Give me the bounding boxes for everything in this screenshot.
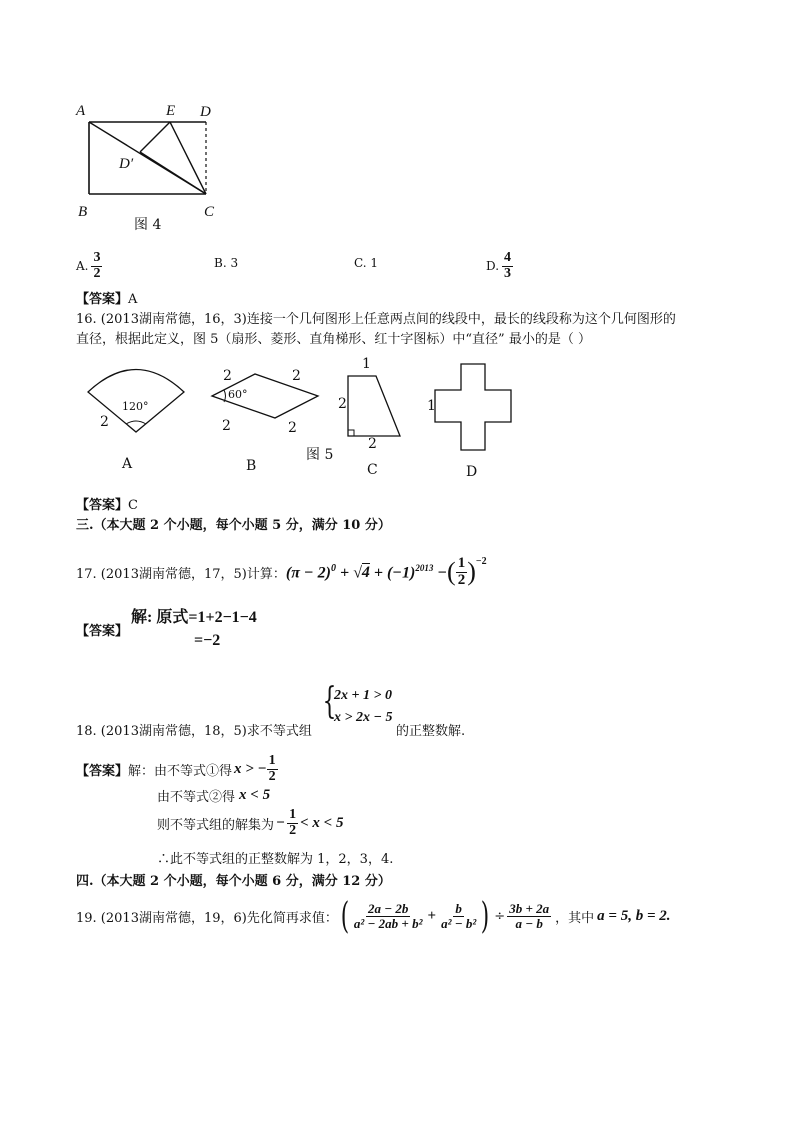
- frac-num: 1: [268, 753, 276, 768]
- q19: [76, 896, 671, 937]
- q19-fraction-1: [352, 902, 425, 930]
- q17-exp-neg2: −2: [475, 556, 487, 567]
- q18-answer-line-1-text: 解：由不等式①得: [128, 763, 233, 779]
- sector-letter: A: [122, 456, 133, 472]
- figure-5-drawing: [80, 352, 550, 487]
- q17-half: [456, 556, 468, 589]
- answer-tag: 【答案】: [76, 624, 129, 639]
- option-b-label: B. 3: [214, 256, 239, 270]
- q19-rparen: ): [481, 896, 490, 937]
- figure-4: [74, 100, 234, 240]
- rhombus-side-br: 2: [288, 420, 297, 436]
- sector-angle-label: 120°: [122, 400, 149, 413]
- q16-line-2: 直径，根据此定义，图 5（扇形、菱形、直角梯形、红十字图标）中“直径” 最小的是（ ）: [76, 332, 591, 347]
- figure-5-caption: 图 5: [306, 447, 334, 463]
- q19-divide: ÷: [494, 909, 506, 924]
- rhombus-letter: B: [246, 458, 257, 474]
- option-d-numerator: 4: [504, 250, 512, 265]
- cross-side-label: 1: [427, 398, 436, 414]
- vertex-c-label: C: [204, 204, 215, 220]
- q17-pi-term: (π − 2): [285, 563, 331, 581]
- figure-4-caption: 图 4: [134, 217, 162, 233]
- q18-suffix: 的正整数解.: [396, 724, 466, 739]
- frac-den: 2: [268, 768, 276, 784]
- option-d-fraction: [502, 251, 513, 281]
- frac-num: b: [455, 901, 462, 917]
- answer-tag: 【答案】: [76, 763, 129, 779]
- cross-letter: D: [466, 464, 478, 480]
- q17-expression: $(\pi - 2)^0 + √4 + (-1)^{2013}$ −: [285, 562, 448, 581]
- q18-answer-line-1: [76, 754, 278, 784]
- q17-lparen: (: [447, 557, 456, 587]
- vertex-b-label: B: [78, 204, 88, 220]
- section-4-heading: 四.（本大题 2 个小题，每个小题 6 分，满分 12 分）: [76, 874, 391, 889]
- q19-plus: +: [427, 908, 437, 924]
- q19-lparen: (: [340, 896, 350, 937]
- vertex-dprime-label: D′: [119, 156, 134, 172]
- trapezoid-bottom-label: 2: [368, 436, 377, 452]
- q17-plus: +: [339, 563, 354, 581]
- q18-brace: {: [322, 681, 337, 722]
- vertex-d-label: D: [200, 104, 211, 120]
- frac-den: a² − 2ab + b²: [353, 916, 423, 931]
- trapezoid-left-label: 2: [338, 396, 347, 412]
- q17-half-num: 1: [457, 555, 466, 571]
- answer-value: C: [128, 498, 138, 513]
- trapezoid-top-label: 1: [362, 356, 371, 372]
- vertex-a-label: A: [76, 103, 86, 119]
- q19-fraction-2: [439, 902, 478, 930]
- trapezoid-letter: C: [367, 462, 378, 478]
- option-a-numerator: 3: [93, 250, 101, 265]
- q17-minus: −: [437, 563, 448, 581]
- option-d-label: D.: [486, 259, 500, 274]
- q17-neg-one: + (−1): [373, 563, 416, 581]
- answer-tag: 【答案】: [76, 498, 129, 513]
- q18-answer-line-1-frac: [267, 754, 278, 784]
- q18-answer-line-1-math: x > −: [234, 760, 267, 777]
- q17-answer-tag: [76, 620, 128, 639]
- q18-answer-line-2-text: 由不等式②得: [157, 790, 236, 805]
- q18-prefix: 18. (2013湖南常德，18，5)求不等式组: [76, 724, 312, 739]
- frac-num: 2a − 2b: [368, 901, 409, 917]
- option-a-denominator: 2: [93, 265, 101, 281]
- rhombus-side-tl: 2: [223, 368, 232, 384]
- frac-den: 2: [289, 822, 297, 838]
- q18-answer-line-2: [157, 786, 270, 805]
- rhombus-angle-label: 60°: [228, 388, 248, 401]
- q19-suffix: ，其中: [555, 911, 595, 926]
- q17-sqrt-arg: 4: [361, 563, 370, 581]
- option-a-label: A.: [76, 259, 89, 274]
- q17: [76, 556, 487, 589]
- q17-exp2013: 2013: [415, 562, 434, 573]
- option-d: [486, 251, 513, 281]
- q17-answer-line-1: 解: 原式=1+2−1−4: [131, 609, 257, 626]
- q17-exp0: 0: [330, 562, 336, 574]
- q18-answer-line-2-math: x < 5: [239, 787, 271, 803]
- option-c: [354, 256, 378, 270]
- q17-rparen: ): [467, 557, 476, 587]
- frac-den: a − b: [515, 916, 543, 931]
- vertex-e-label: E: [166, 103, 176, 119]
- q16-line-1: 16. (2013湖南常德，16，3)连接一个几何图形上任意两点间的线段中，最长的线段称为这个几何图形的: [76, 312, 676, 327]
- q19-prefix: 19. (2013湖南常德，19，6)先化简再求值：: [76, 911, 338, 926]
- q18-ineq-1: 2x + 1 > 0: [334, 688, 392, 703]
- rhombus-side-bl: 2: [222, 418, 231, 434]
- answer-value: A: [128, 292, 138, 307]
- q18-answer-line-3-frac: [287, 808, 298, 838]
- q18-answer-line-4: ∴此不等式组的正整数解为 1，2，3，4.: [157, 852, 394, 867]
- q16-answer: [76, 494, 138, 513]
- q19-fraction-3: [507, 902, 551, 930]
- frac-num: 1: [289, 807, 297, 822]
- q17-prefix: 17. (2013湖南常德，17，5)计算：: [76, 566, 286, 582]
- option-c-label: C. 1: [354, 256, 379, 270]
- option-d-denominator: 3: [504, 265, 512, 281]
- q15-answer: [76, 288, 137, 307]
- q18-answer-line-3-pre: −: [276, 814, 286, 831]
- q17-half-den: 2: [457, 571, 466, 588]
- answer-tag: 【答案】: [76, 292, 129, 307]
- option-a: [76, 251, 102, 281]
- figure-5: [80, 352, 550, 487]
- option-a-fraction: [91, 251, 102, 281]
- sector-radius-label: 2: [100, 414, 109, 430]
- q18-ineq-2: x > 2x − 5: [334, 710, 393, 725]
- rhombus-side-tr: 2: [292, 368, 301, 384]
- q19-given-values: a = 5, b = 2.: [597, 908, 671, 924]
- q18-answer-line-3-text: 则不等式组的解集为: [157, 817, 275, 833]
- frac-num: 3b + 2a: [509, 901, 550, 917]
- option-b: [214, 256, 238, 270]
- q18-answer-line-3-post: < x < 5: [300, 814, 344, 831]
- section-3-heading: 三.（本大题 2 个小题，每个小题 5 分，满分 10 分）: [76, 518, 391, 533]
- q18-answer-line-3: [157, 808, 343, 838]
- frac-den: a² − b²: [441, 916, 477, 931]
- q17-answer-line-2: =−2: [194, 632, 221, 649]
